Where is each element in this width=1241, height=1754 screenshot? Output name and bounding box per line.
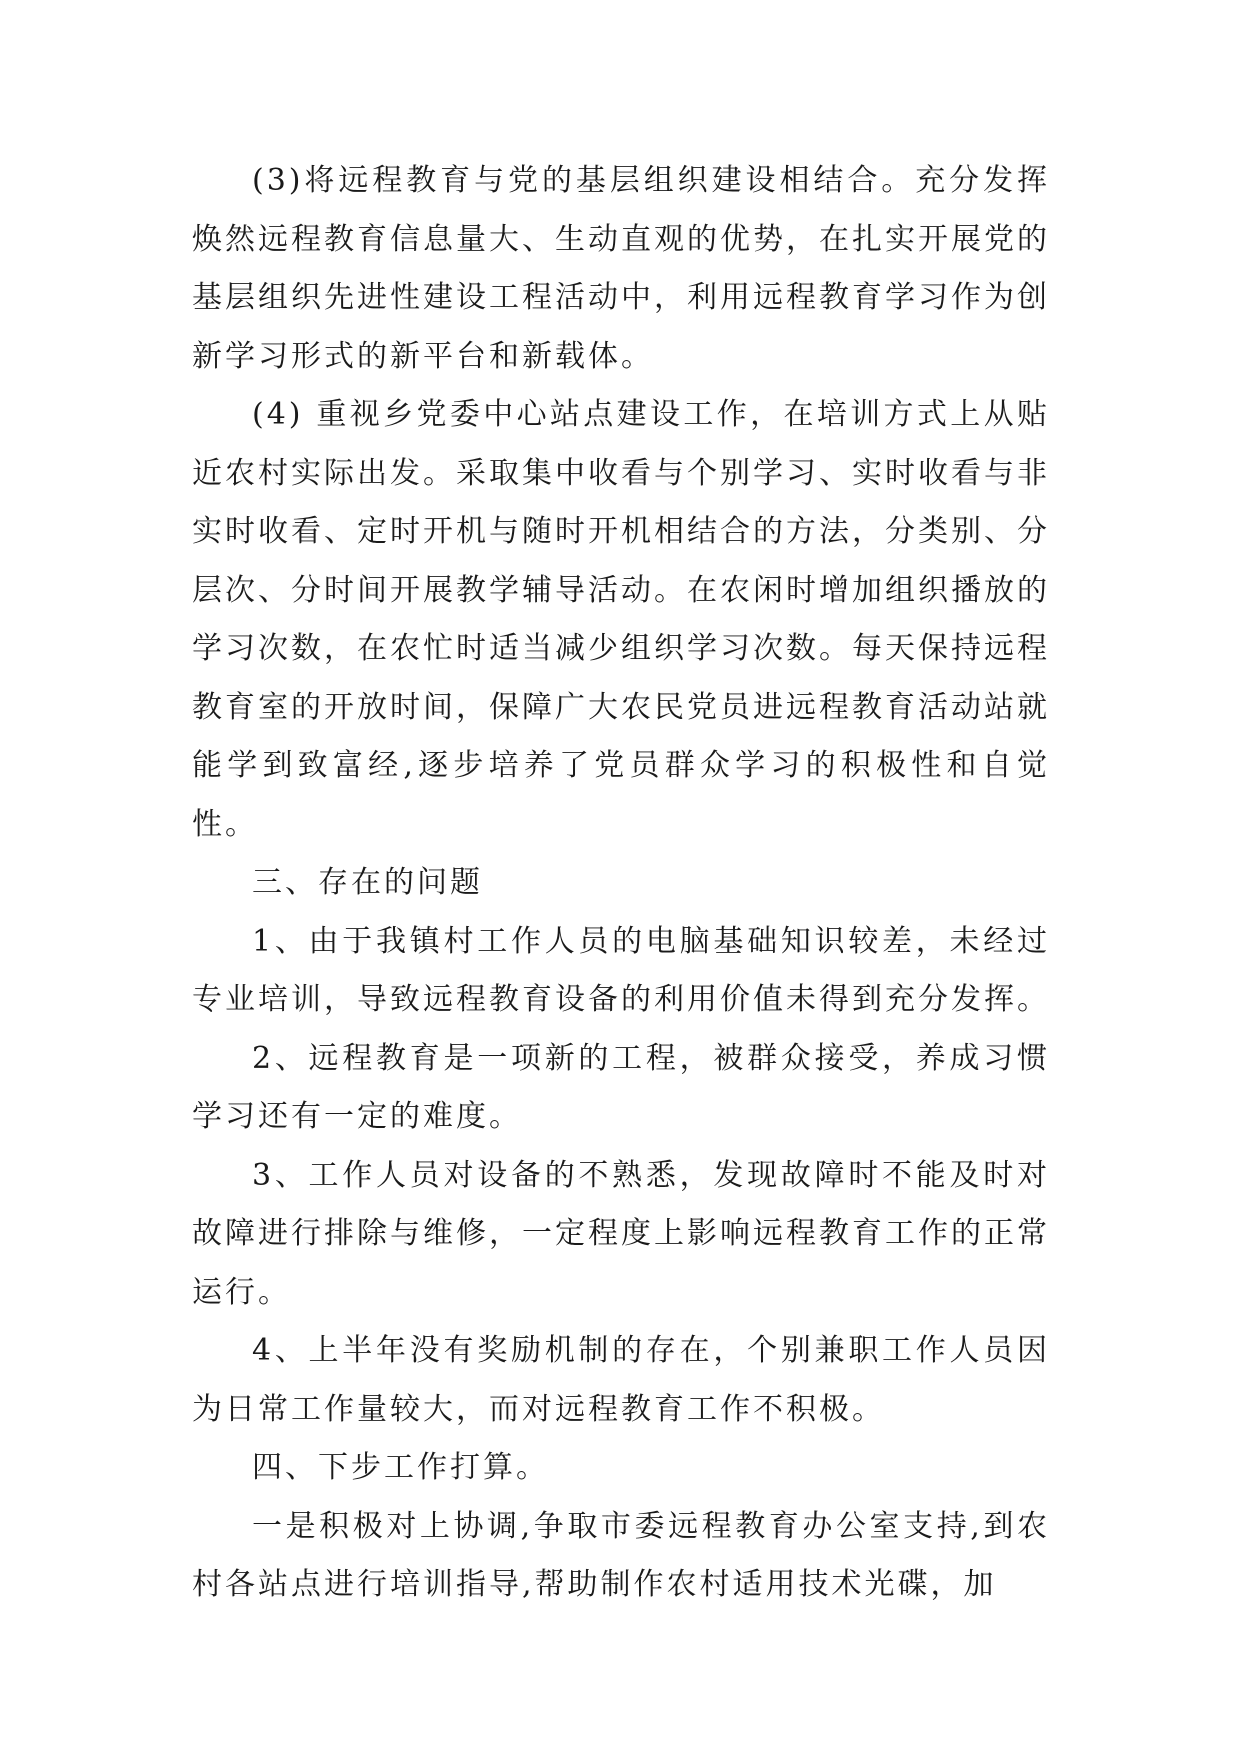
problem-item-2: 2、远程教育是一项新的工程，被群众接受，养成习惯学习还有一定的难度。	[192, 1040, 1050, 1134]
document-body	[192, 152, 1050, 1615]
paragraph-item-3-integration: (3)将远程教育与党的基层组织建设相结合。充分发挥焕然远程教育信息量大、生动直观的优势，在扎实开展党的基层组织先进性建设工程活动中，利用远程教育学习作为创新学习形式的新平台和新载体。	[192, 163, 1050, 374]
paragraph-item-4-central-station: (4) 重视乡党委中心站点建设工作，在培训方式上从贴近农村实际出发。采取集中收看与个别学习、实时收看与非实时收看、定时开机与随时开机相结合的方法，分类别、分层次、分时间开展教学辅导活动。在农闲时增加组织播放的学习次数，在农忙时适当减少组织学习次数。每天保持远程教育室的开放时间，保障广大农民党员进远程教育活动站就能学到致富经,逐步培养了党员群众学习的积极性和自觉性。	[192, 397, 1050, 842]
problem-item-1: 1、由于我镇村工作人员的电脑基础知识较差，未经过专业培训，导致远程教育设备的利用价值未得到充分发挥。	[192, 923, 1050, 1017]
next-step-item-1: 一是积极对上协调,争取市委远程教育办公室支持,到农村各站点进行培训指导,帮助制作农村适用技术光碟，加	[192, 1508, 1050, 1602]
problem-item-3: 3、工作人员对设备的不熟悉，发现故障时不能及时对故障进行排除与维修，一定程度上影响远程教育工作的正常运行。	[192, 1157, 1050, 1310]
section-heading-problems: 三、存在的问题	[252, 865, 483, 900]
problem-item-4: 4、上半年没有奖励机制的存在，个别兼职工作人员因为日常工作量较大，而对远程教育工作不积极。	[192, 1333, 1050, 1427]
section-heading-next-steps: 四、下步工作打算。	[252, 1450, 549, 1485]
